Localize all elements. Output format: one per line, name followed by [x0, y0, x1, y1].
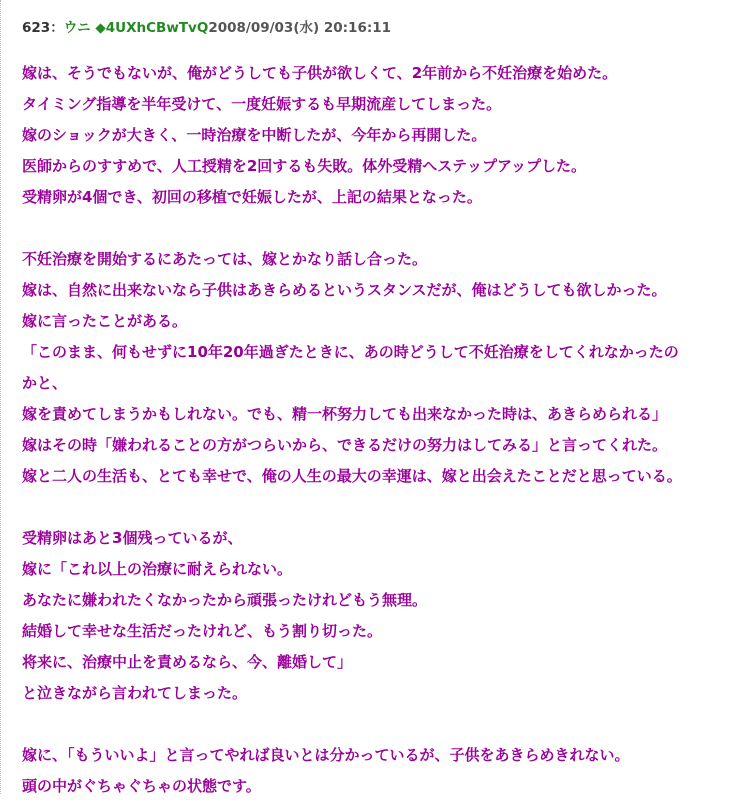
post-line: 受精卵が4個でき、初回の移植で妊娠したが、上記の結果となった。	[22, 188, 482, 206]
post-line: 嫁と二人の生活も、とても幸せで、俺の人生の最大の幸運は、嫁と出会えたことだと思っている。	[22, 467, 682, 485]
post-number-separator: ：	[50, 20, 64, 36]
post-line: 嫁は、そうでもないが、俺がどうしても子供が欲しくて、2年前から不妊治療を始めた。	[22, 64, 618, 82]
post-header	[22, 18, 391, 38]
paragraph-gap	[22, 709, 727, 740]
poster-name: ウニ	[63, 20, 91, 36]
post-line: 嫁を責めてしまうかもしれない。でも、精一杯努力しても出来なかった時は、あきらめられる」	[22, 405, 668, 423]
post-line: と泣きながら言われてしまった。	[22, 684, 248, 702]
post-line: 医師からのすすめで、人工授精を2回するも失敗。体外受精へステップアップした。	[22, 157, 586, 175]
post-line: 「このまま、何もせずに10年20年過ぎたときに、あの時どうして不妊治療をしてくれなかったの	[22, 343, 679, 361]
post-line: 受精卵はあと3個残っているが、	[22, 529, 243, 547]
post-line: かと、	[22, 374, 68, 392]
post-line: 嫁に「これ以上の治療に耐えられない。	[22, 560, 293, 578]
post-line: 嫁はその時「嫌われることの方がつらいから、できるだけの努力はしてみる」と言ってくれた。	[22, 436, 668, 454]
post-line: 将来に、治療中止を責めるなら、今、離婚して」	[22, 653, 353, 671]
post-line: 結婚して幸せな生活だったけれど、もう割り切った。	[22, 622, 383, 640]
poster-trip: ◆4UXhCBwTvQ	[95, 20, 209, 36]
post-line: 嫁のショックが大きく、一時治療を中断したが、今年から再開した。	[22, 126, 487, 144]
post-line: 不妊治療を開始するにあたっては、嫁とかなり話し合った。	[22, 250, 428, 268]
paragraph-gap	[22, 492, 727, 523]
post-line: 嫁は、自然に出来ないなら子供はあきらめるというスタンスだが、俺はどうしても欲しかった。	[22, 281, 667, 299]
post-line: あなたに嫌われたくなかったから頑張ったけれどもう無理。	[22, 591, 428, 609]
post-body	[22, 58, 727, 802]
post-line: 嫁に言ったことがある。	[22, 312, 188, 330]
post-line: 嫁に、「もういいよ」と言ってやれば良いとは分かっているが、子供をあきらめきれない。	[22, 746, 630, 764]
post-date: 2008/09/03(水) 20:16:11	[208, 20, 392, 36]
paragraph-gap	[22, 213, 727, 244]
post-line: 頭の中がぐちゃぐちゃの状態です。	[22, 777, 261, 795]
post-line: タイミング指導を半年受けて、一度妊娠するも早期流産してしまった。	[22, 95, 502, 113]
post-number[interactable]: 623	[22, 20, 51, 36]
